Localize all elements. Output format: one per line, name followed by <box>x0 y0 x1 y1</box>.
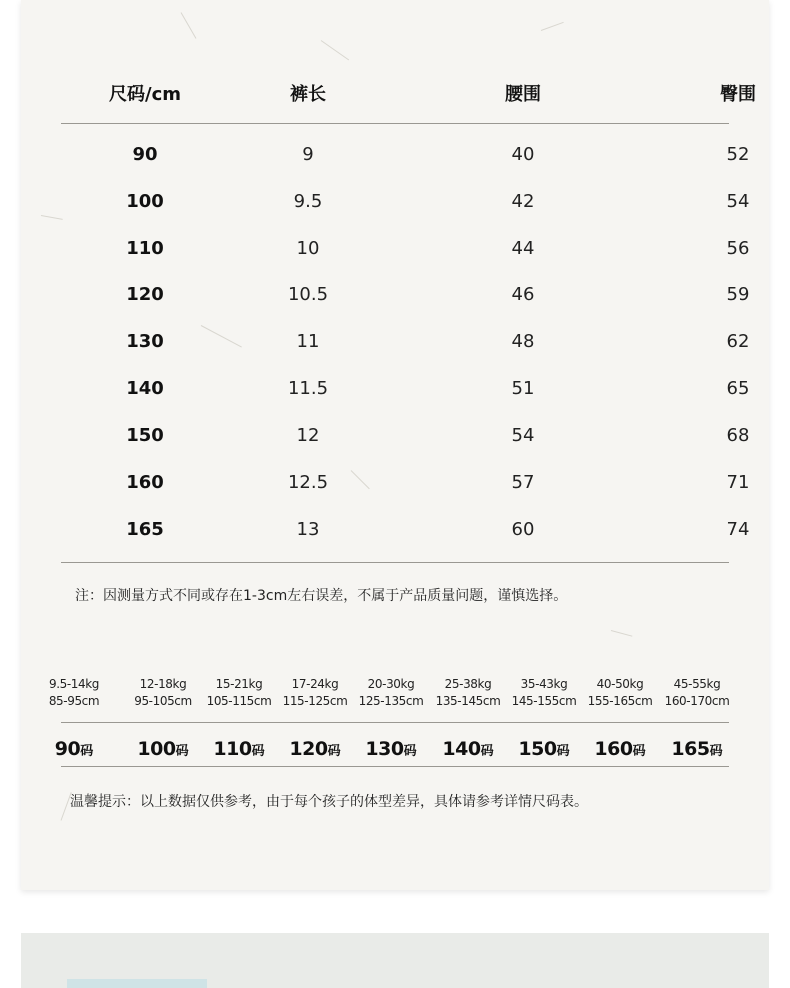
guide-height: 160-170cm <box>664 694 730 708</box>
length-cell: 11 <box>296 331 320 352</box>
next-section-image <box>21 933 769 988</box>
size-guide-column <box>581 676 659 760</box>
guide-size <box>429 738 507 760</box>
size-guide-column <box>429 676 507 760</box>
hip-cell: 65 <box>726 378 750 399</box>
guide-size <box>505 738 583 760</box>
hip-cell: 62 <box>726 331 750 352</box>
waist-cell: 48 <box>511 331 535 352</box>
guide-height: 105-115cm <box>206 694 272 708</box>
guide-height: 95-105cm <box>134 694 192 708</box>
size-cell: 90 <box>132 144 158 165</box>
hip-cell: 71 <box>726 472 750 493</box>
guide-height: 85-95cm <box>48 694 100 708</box>
guide-size-number: 140 <box>442 738 481 760</box>
guide-weight: 35-43kg <box>520 677 568 691</box>
header-size: 尺码/cm <box>109 84 181 105</box>
length-cell: 12.5 <box>287 472 329 493</box>
guide-size <box>35 738 113 760</box>
size-chart-card <box>21 0 769 890</box>
hip-cell: 56 <box>726 238 750 259</box>
paper-fiber <box>41 215 63 220</box>
guide-size <box>200 738 278 760</box>
guide-height: 155-165cm <box>587 694 653 708</box>
waist-cell: 51 <box>511 378 535 399</box>
waist-cell: 42 <box>511 191 535 212</box>
size-guide-column <box>35 676 113 760</box>
size-cell: 150 <box>126 425 164 446</box>
guide-size-unit: 码 <box>480 744 494 759</box>
table-row <box>61 283 750 307</box>
guide-height: 145-155cm <box>511 694 577 708</box>
guide-size-unit: 码 <box>709 744 723 759</box>
length-cell: 10.5 <box>287 284 329 305</box>
guide-size-number: 160 <box>594 738 633 760</box>
guide-height: 125-135cm <box>358 694 424 708</box>
length-cell: 11.5 <box>287 378 329 399</box>
image-fragment <box>67 979 207 988</box>
size-cell: 100 <box>126 191 164 212</box>
size-guide-column <box>200 676 278 760</box>
table-row <box>61 237 750 261</box>
waist-cell: 40 <box>511 144 535 165</box>
header-length: 裤长 <box>290 84 326 105</box>
guide-size-unit: 码 <box>556 744 570 759</box>
size-guide-column <box>124 676 202 760</box>
size-guide-column <box>352 676 430 760</box>
guide-size-number: 110 <box>213 738 252 760</box>
guide-weight: 25-38kg <box>444 677 492 691</box>
length-cell: 10 <box>296 238 320 259</box>
guide-weight: 20-30kg <box>367 677 415 691</box>
waist-cell: 60 <box>511 519 535 540</box>
guide-size <box>658 738 736 760</box>
guide-bottom-divider <box>61 766 729 767</box>
length-cell: 9.5 <box>293 191 323 212</box>
guide-size <box>352 738 430 760</box>
table-row <box>61 330 750 354</box>
guide-weight: 40-50kg <box>596 677 644 691</box>
length-cell: 12 <box>296 425 320 446</box>
guide-height: 115-125cm <box>282 694 348 708</box>
table-row <box>61 143 750 167</box>
guide-size <box>276 738 354 760</box>
hip-cell: 68 <box>726 425 750 446</box>
paper-fiber <box>611 630 633 637</box>
length-cell: 13 <box>296 519 320 540</box>
guide-size-unit: 码 <box>175 744 189 759</box>
length-cell: 9 <box>302 144 314 165</box>
hip-cell: 59 <box>726 284 750 305</box>
waist-cell: 54 <box>511 425 535 446</box>
size-cell: 110 <box>126 238 164 259</box>
guide-size-number: 130 <box>365 738 404 760</box>
guide-size <box>581 738 659 760</box>
size-cell: 165 <box>126 519 164 540</box>
waist-cell: 44 <box>511 238 535 259</box>
guide-size <box>124 738 202 760</box>
guide-top-divider <box>61 722 729 723</box>
paper-fiber <box>181 12 197 38</box>
header-waist: 腰围 <box>505 84 541 105</box>
size-cell: 140 <box>126 378 164 399</box>
guide-weight: 45-55kg <box>673 677 721 691</box>
guide-size-unit: 码 <box>80 744 94 759</box>
header-hip: 臀围 <box>720 84 756 105</box>
guide-size-unit: 码 <box>251 744 265 759</box>
size-cell: 130 <box>126 331 164 352</box>
hip-cell: 52 <box>726 144 750 165</box>
guide-size-number: 150 <box>518 738 557 760</box>
guide-size-unit: 码 <box>403 744 417 759</box>
guide-size-number: 120 <box>289 738 328 760</box>
size-guide-column <box>276 676 354 760</box>
tip-note: 温馨提示：以上数据仅供参考，由于每个孩子的体型差异，具体请参考详情尺码表。 <box>70 794 588 810</box>
guide-weight: 12-18kg <box>139 677 187 691</box>
header-divider <box>61 123 729 124</box>
hip-cell: 54 <box>726 191 750 212</box>
hip-cell: 74 <box>726 519 750 540</box>
guide-size-unit: 码 <box>327 744 341 759</box>
paper-fiber <box>541 22 564 31</box>
measurement-note: 注：因测量方式不同或存在1-3cm左右误差，不属于产品质量问题，谨慎选择。 <box>75 588 568 604</box>
table-row <box>61 424 750 448</box>
table-row <box>61 471 750 495</box>
waist-cell: 46 <box>511 284 535 305</box>
table-row <box>61 377 750 401</box>
guide-size-number: 90 <box>54 738 81 760</box>
size-cell: 120 <box>126 284 164 305</box>
guide-weight: 15-21kg <box>215 677 263 691</box>
size-guide-column <box>658 676 736 760</box>
table-row <box>61 518 750 542</box>
guide-height: 135-145cm <box>435 694 501 708</box>
paper-fiber <box>321 40 349 60</box>
guide-weight: 17-24kg <box>291 677 339 691</box>
size-guide-column <box>505 676 583 760</box>
waist-cell: 57 <box>511 472 535 493</box>
size-table-header <box>61 83 756 107</box>
size-cell: 160 <box>126 472 164 493</box>
table-row <box>61 190 750 214</box>
table-bottom-divider <box>61 562 729 563</box>
guide-size-number: 165 <box>671 738 710 760</box>
guide-size-unit: 码 <box>632 744 646 759</box>
guide-size-number: 100 <box>137 738 176 760</box>
guide-weight: 9.5-14kg <box>48 677 100 691</box>
